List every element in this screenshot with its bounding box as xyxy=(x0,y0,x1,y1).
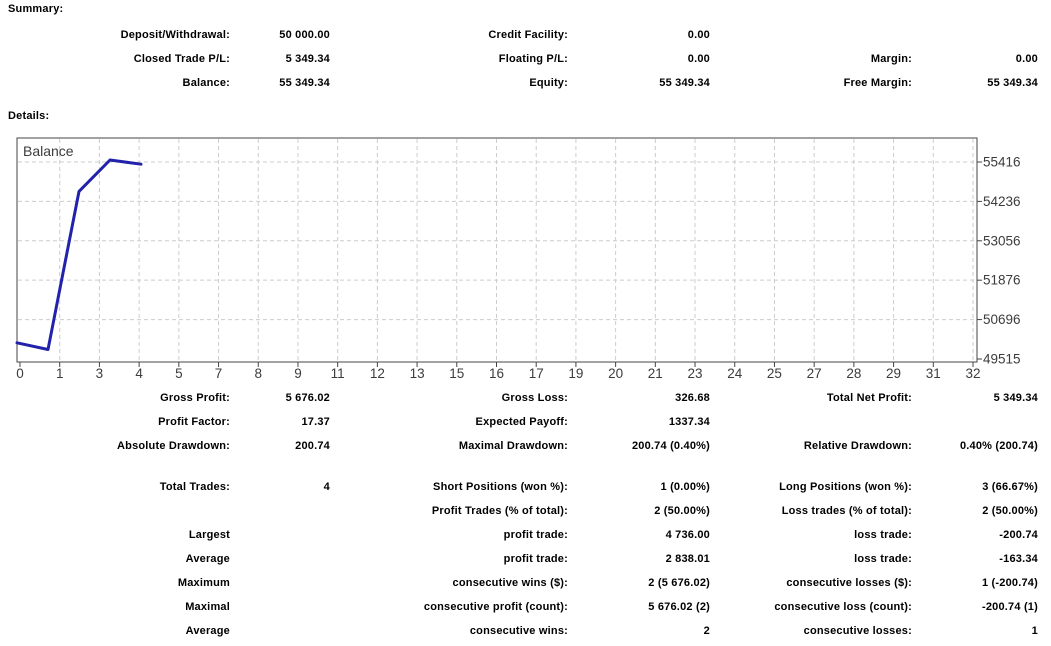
x-axis-label: 21 xyxy=(647,366,663,381)
x-axis-label: 28 xyxy=(846,366,862,381)
stat-value xyxy=(230,499,330,523)
stat-value: 2 (5 676.02) xyxy=(648,577,710,589)
stat-label: consecutive wins ($): xyxy=(452,577,568,589)
stat-value xyxy=(230,523,330,547)
stat-value: 2 838.01 xyxy=(665,553,710,565)
stat-label: Maximal xyxy=(185,601,230,613)
summary-value: 0.00 xyxy=(687,29,710,41)
summary-value: 5 349.34 xyxy=(285,53,330,65)
summary-value: 0.00 xyxy=(1015,53,1038,65)
x-axis-label: 9 xyxy=(294,366,302,381)
x-axis-label: 13 xyxy=(409,366,425,381)
stat-value: 200.74 xyxy=(295,440,330,452)
summary-value: 0.00 xyxy=(687,53,710,65)
x-axis-label: 7 xyxy=(214,366,223,381)
stats-table-primary xyxy=(0,386,1038,458)
summary-value: 50 000.00 xyxy=(279,29,330,41)
stat-value: 5 676.02 xyxy=(285,392,330,404)
stat-value: 4 xyxy=(323,481,330,493)
stat-value xyxy=(230,571,330,595)
x-axis-label: 5 xyxy=(175,366,183,381)
x-axis-label: 20 xyxy=(608,366,624,381)
summary-value xyxy=(912,23,1038,47)
stat-value: 1337.34 xyxy=(668,416,710,428)
summary-label: Equity: xyxy=(529,77,568,89)
stat-label xyxy=(710,410,912,434)
stat-value: 0.40% (200.74) xyxy=(959,440,1038,452)
stat-label: Profit Factor: xyxy=(158,416,230,428)
y-axis-label: 53056 xyxy=(983,233,1021,249)
stat-label: Maximal Drawdown: xyxy=(458,440,568,452)
stat-label xyxy=(0,499,230,523)
y-axis-label: 55416 xyxy=(983,154,1021,170)
stat-value: 5 676.02 (2) xyxy=(648,601,710,613)
stat-label: profit trade: xyxy=(503,553,568,565)
stat-label: Average xyxy=(185,625,230,637)
stat-label: consecutive loss (count): xyxy=(774,601,912,613)
summary-value: 55 349.34 xyxy=(659,77,710,89)
stat-label: Total Net Profit: xyxy=(826,392,912,404)
stat-value: 3 (66.67%) xyxy=(982,481,1038,493)
summary-heading: Summary: xyxy=(8,3,64,15)
y-axis-label: 54236 xyxy=(983,193,1021,209)
stat-value: 1 (-200.74) xyxy=(981,577,1038,589)
x-axis-label: 1 xyxy=(55,366,64,381)
x-axis-label: 19 xyxy=(568,366,584,381)
summary-label xyxy=(710,23,912,47)
summary-value: 55 349.34 xyxy=(987,77,1038,89)
x-axis-label: 17 xyxy=(528,366,544,381)
stat-label: consecutive losses ($): xyxy=(786,577,912,589)
x-axis-label: 0 xyxy=(16,366,24,381)
stat-label: Short Positions (won %): xyxy=(433,481,568,493)
summary-label: Margin: xyxy=(870,53,912,65)
stat-value xyxy=(230,619,330,643)
stat-label: loss trade: xyxy=(854,553,912,565)
stat-value: 200.74 (0.40%) xyxy=(631,440,710,452)
stat-label: Expected Payoff: xyxy=(475,416,568,428)
x-axis-label: 25 xyxy=(766,366,782,381)
x-axis-label: 11 xyxy=(330,366,345,381)
x-axis-label: 4 xyxy=(135,366,143,381)
y-axis-label: 51876 xyxy=(983,272,1021,288)
chart-frame xyxy=(17,138,977,362)
summary-table xyxy=(0,23,1038,95)
summary-label: Balance: xyxy=(182,77,230,89)
stat-label: Profit Trades (% of total): xyxy=(431,505,568,517)
summary-label: Credit Facility: xyxy=(488,29,568,41)
details-heading: Details: xyxy=(8,110,50,122)
stat-value: 5 349.34 xyxy=(993,392,1038,404)
summary-label: Closed Trade P/L: xyxy=(133,53,230,65)
stat-value: 2 (50.00%) xyxy=(654,505,710,517)
stat-value: 17.37 xyxy=(301,416,330,428)
stat-value: 4 736.00 xyxy=(665,529,710,541)
summary-label: Deposit/Withdrawal: xyxy=(120,29,230,41)
chart-legend-title: Balance xyxy=(23,143,74,159)
stat-value: 2 (50.00%) xyxy=(982,505,1038,517)
stats-table-trades xyxy=(0,475,1038,643)
x-axis-label: 27 xyxy=(806,366,822,381)
stat-value xyxy=(230,547,330,571)
x-axis-label: 8 xyxy=(254,366,263,381)
stat-label: Total Trades: xyxy=(159,481,230,493)
x-axis-label: 15 xyxy=(449,366,465,381)
x-axis-label: 3 xyxy=(95,366,104,381)
stat-value: 1 xyxy=(1031,625,1038,637)
x-axis-label: 31 xyxy=(925,366,941,381)
stat-label: Maximum xyxy=(177,577,230,589)
x-axis-label: 24 xyxy=(727,366,743,381)
stat-label: Gross Loss: xyxy=(501,392,568,404)
stat-label: Long Positions (won %): xyxy=(779,481,912,493)
stat-value: -200.74 (1) xyxy=(981,601,1038,613)
summary-value: 55 349.34 xyxy=(279,77,330,89)
x-axis-label: 16 xyxy=(488,366,505,381)
stat-value xyxy=(912,410,1038,434)
summary-label: Free Margin: xyxy=(843,77,912,89)
stat-label: Largest xyxy=(188,529,230,541)
stat-value: -200.74 xyxy=(999,529,1038,541)
x-axis-label: 23 xyxy=(687,366,703,381)
y-axis-label: 49515 xyxy=(983,351,1021,367)
stat-label: Relative Drawdown: xyxy=(803,440,912,452)
stat-label: Average xyxy=(185,553,230,565)
stat-value: 1 (0.00%) xyxy=(660,481,710,493)
x-axis-label: 12 xyxy=(369,366,385,381)
stat-value: 2 xyxy=(703,625,710,637)
stat-value: 326.68 xyxy=(675,392,710,404)
stat-label: Absolute Drawdown: xyxy=(117,440,230,452)
summary-label: Floating P/L: xyxy=(498,53,568,65)
x-axis-label: 32 xyxy=(965,366,981,381)
stat-label: Loss trades (% of total): xyxy=(781,505,912,517)
stat-label: loss trade: xyxy=(854,529,912,541)
stat-value xyxy=(230,595,330,619)
stat-label: consecutive profit (count): xyxy=(423,601,568,613)
stat-label: Gross Profit: xyxy=(160,392,230,404)
y-axis-label: 50696 xyxy=(983,312,1021,328)
stat-label: consecutive wins: xyxy=(469,625,568,637)
stat-label: profit trade: xyxy=(503,529,568,541)
x-axis-label: 29 xyxy=(886,366,902,381)
stat-label: consecutive losses: xyxy=(803,625,912,637)
stat-value: -163.34 xyxy=(999,553,1038,565)
